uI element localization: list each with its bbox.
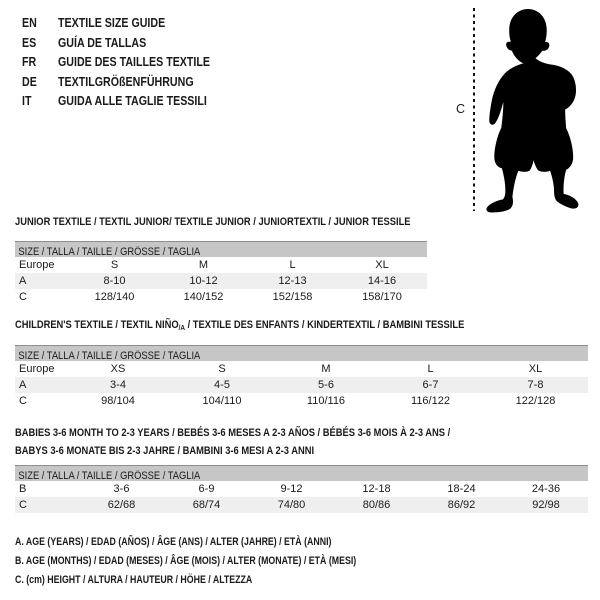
title-text: CHILDREN'S TEXTILE / TEXTIL NIÑO <box>15 319 179 331</box>
table-cell: M <box>198 259 209 271</box>
childrens-size-table <box>15 361 588 409</box>
table-cell: 3-6 <box>113 483 130 495</box>
language-row-es <box>22 33 442 53</box>
table-row <box>15 273 427 289</box>
table-row <box>15 257 427 273</box>
table-cell: 104/110 <box>202 395 242 407</box>
table-cell: 128/140 <box>94 291 135 303</box>
language-title: TEXTILE SIZE GUIDE <box>58 15 166 30</box>
junior-size-table <box>15 257 427 305</box>
language-code: FR <box>22 54 37 69</box>
table-cell: A <box>19 275 27 287</box>
table-cell: XL <box>375 259 389 271</box>
table-cell: 18-24 <box>447 483 476 495</box>
size-bar-label: SIZE / TALLA / TAILLE / GRÖSSE / TAGLIA <box>18 470 201 482</box>
table-cell: 122/128 <box>515 395 556 407</box>
legend-notes <box>15 533 442 590</box>
table-cell: 5-6 <box>318 379 334 391</box>
table-row <box>15 377 588 393</box>
table-cell: 152/158 <box>272 291 313 303</box>
size-bar-label: SIZE / TALLA / TAILLE / GRÖSSE / TAGLIA <box>18 246 201 258</box>
table-row <box>15 481 588 497</box>
table-cell: 80/86 <box>362 499 391 511</box>
baby-silhouette-icon <box>482 8 586 214</box>
babies-size-bar <box>15 465 588 481</box>
table-row <box>15 393 588 409</box>
table-row <box>15 497 588 513</box>
table-cell: 158/170 <box>362 291 402 303</box>
table-cell: 110/116 <box>306 395 346 407</box>
table-cell: 12-13 <box>278 275 307 287</box>
language-title: GUIDE DES TAILLES TEXTILE <box>58 54 211 69</box>
language-code: DE <box>22 73 37 89</box>
table-cell: 10-12 <box>189 275 218 287</box>
table-cell: 4-5 <box>214 379 230 391</box>
table-cell: Europe <box>19 259 55 271</box>
note-height-cm: C. (cm) HEIGHT / ALTURA / HAUTEUR / HÖHE / ALTEZZA <box>15 574 253 586</box>
language-row-it <box>22 91 442 111</box>
table-cell: 92/98 <box>532 499 560 511</box>
table-cell: S <box>218 363 226 375</box>
table-cell: 12-18 <box>362 483 391 495</box>
language-code: ES <box>22 34 37 50</box>
table-cell: A <box>19 379 27 391</box>
table-cell: 8-10 <box>103 275 126 287</box>
childrens-section-title <box>15 319 464 332</box>
language-header <box>22 13 442 111</box>
table-cell: Europe <box>19 363 55 375</box>
table-cell: 3-4 <box>110 379 126 391</box>
title-line-2: BABYS 3-6 MONATE BIS 2-3 JAHRE / BAMBINI 3-6 MESI A 2-3 ANNI <box>15 445 315 457</box>
table-cell: 140/152 <box>183 291 224 303</box>
language-row-de <box>22 72 442 92</box>
table-cell: C <box>19 395 27 407</box>
note-age-years: A. AGE (YEARS) / EDAD (AÑOS) / ÂGE (ANS) / ALTER (JAHRE) / ETÀ (ANNI) <box>15 536 332 548</box>
table-cell: L <box>427 363 434 375</box>
language-code: EN <box>22 15 37 30</box>
title-subscript: /A <box>178 323 185 332</box>
language-title: TEXTILGRÖßENFÜHRUNG <box>58 73 194 89</box>
title-text: / TEXTILE DES ENFANTS / KINDERTEXTIL / BAMBINI TESSILE <box>184 319 465 331</box>
note-age-months: B. AGE (MONTHS) / EDAD (MESES) / ÂGE (MOIS) / ALTER (MONATE) / ETÀ (MESI) <box>15 555 357 567</box>
table-cell: 116/122 <box>411 395 450 407</box>
size-bar-label: SIZE / TALLA / TAILLE / GRÖSSE / TAGLIA <box>18 350 201 362</box>
language-title: GUIDA ALLE TAGLIE TESSILI <box>58 93 207 108</box>
language-row-en <box>22 13 442 33</box>
table-cell: 68/74 <box>192 499 221 511</box>
table-cell: 24-36 <box>531 483 561 495</box>
height-dotted-line <box>473 8 475 211</box>
table-cell: XL <box>528 363 543 375</box>
junior-section-title: JUNIOR TEXTILE / TEXTIL JUNIOR/ TEXTILE JUNIOR / JUNIORTEXTIL / JUNIOR TESSILE <box>15 216 411 228</box>
babies-section-title <box>15 424 450 460</box>
table-cell: 98/104 <box>101 395 135 407</box>
table-cell: C <box>19 499 27 511</box>
table-cell: 62/68 <box>107 499 136 511</box>
table-row <box>15 361 588 377</box>
language-row-fr <box>22 52 442 72</box>
table-cell: L <box>289 259 296 271</box>
babies-size-table <box>15 481 588 513</box>
table-cell: 7-8 <box>527 379 544 391</box>
table-cell: 6-9 <box>198 483 215 495</box>
language-title: GUÍA DE TALLAS <box>58 34 147 50</box>
table-cell: XS <box>110 363 126 375</box>
childrens-size-bar <box>15 345 588 361</box>
table-cell: 86/92 <box>447 499 476 511</box>
table-cell: B <box>19 483 27 495</box>
junior-size-bar <box>15 241 427 257</box>
title-line-1: BABIES 3-6 MONTH TO 2-3 YEARS / BEBÉS 3-6 MESES A 2-3 AÑOS / BÉBÉS 3-6 MOIS À 2-3 ANS / <box>15 427 451 439</box>
table-cell: S <box>110 259 119 271</box>
table-cell: 6-7 <box>422 379 439 391</box>
table-cell: 14-16 <box>367 275 397 287</box>
table-cell: 74/80 <box>277 499 306 511</box>
table-cell: C <box>19 291 27 303</box>
height-measure-label: C <box>456 102 466 116</box>
table-cell: 9-12 <box>280 483 303 495</box>
language-code: IT <box>22 93 32 108</box>
table-cell: M <box>321 363 331 375</box>
table-row <box>15 289 427 305</box>
